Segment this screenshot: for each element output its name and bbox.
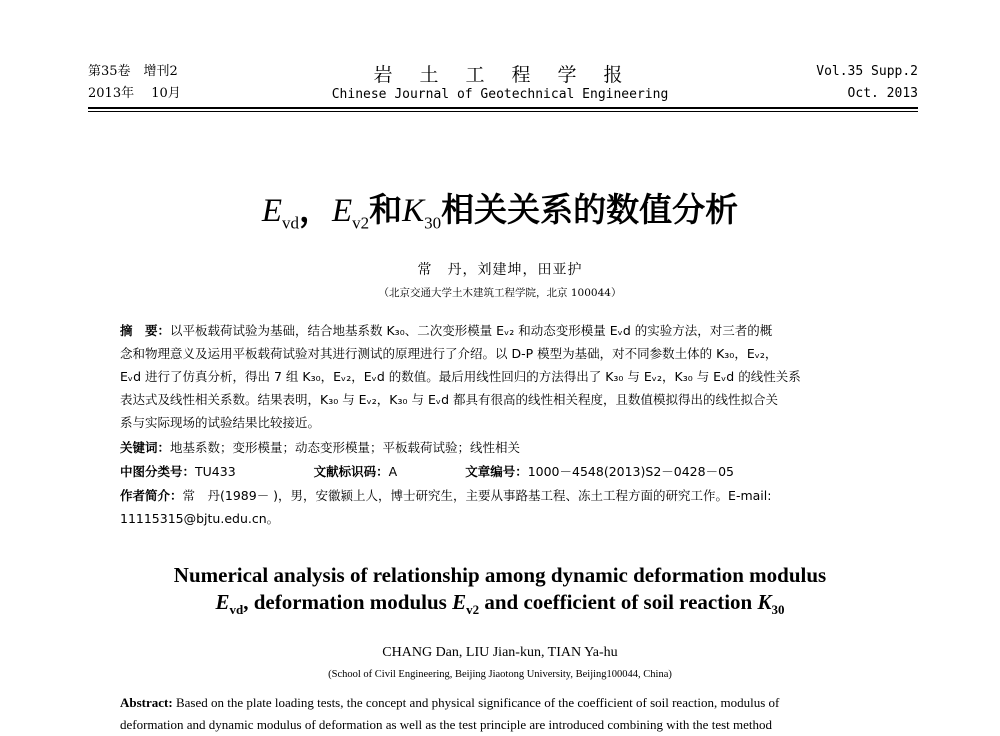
- paper-title-en-line2: [0, 589, 1000, 623]
- keywords-text: 地基系数；变形模量；动态变形模量；平板载荷试验；线性相关: [170, 440, 521, 455]
- abstract-cn-line: [120, 319, 888, 342]
- header-rule-thick: [88, 107, 918, 109]
- journal-volume-en: Vol.35 Supp.2: [816, 64, 918, 79]
- abstract-en-line: [120, 692, 890, 714]
- doc-code-label: 文献标识码：: [313, 464, 389, 479]
- title-en-sub-vd: vd: [229, 602, 244, 618]
- title-en-mid2: and coefficient of soil reaction: [479, 590, 758, 614]
- abstract-cn-text: 以平板载荷试验为基础，结合地基系数 K₃₀、二次变形模量 Eᵥ₂ 和动态变形模量 Eᵥd 的实验方法，对三者的概: [170, 323, 773, 338]
- abstract-cn-line: 系与实际现场的试验结果比较接近。: [120, 415, 321, 430]
- doc-code-value: A: [388, 464, 398, 479]
- author-bio-line: [120, 484, 888, 507]
- authors-en: CHANG Dan, LIU Jian-kun, TIAN Ya-hu: [382, 645, 618, 660]
- article-number-value: 1000－4548(2013)S2－0428－05: [527, 464, 734, 479]
- title-sub-vd: vd: [281, 213, 299, 233]
- journal-title-cn: 岩 土 工 程 学 报: [373, 64, 627, 86]
- abstract-en: [120, 692, 890, 736]
- title-and: 和: [369, 190, 403, 229]
- title-rest: 相关关系的数值分析: [441, 190, 739, 229]
- authors-cn: 常 丹，刘建坤，田亚护: [417, 262, 583, 278]
- abstract-en-line-2: deformation and dynamic modulus of deformation as well as the test principle are introduced combining with the test method: [120, 717, 772, 732]
- title-en-mid: , deformation modulus: [243, 590, 453, 614]
- title-sub-30: 30: [424, 213, 442, 233]
- affiliation-cn: （北京交通大学土木建筑工程学院，北京 100044）: [378, 287, 622, 299]
- title-en-sub-v2: v2: [466, 602, 480, 618]
- abstract-cn-line: 念和物理意义及运用平板载荷试验对其进行测试的原理进行了介绍。以 D-P 模型为基础，对不同参数土体的 K₃₀，Eᵥ₂，: [120, 346, 778, 361]
- title-symbol-k30: K: [402, 193, 425, 229]
- abstract-cn-line: 表达式及线性相关系数。结果表明，K₃₀ 与 Eᵥ₂，K₃₀ 与 Eᵥd 都具有很高的线性相关程度，且数值模拟得出的线性拟合关: [120, 392, 778, 407]
- abstract-cn: [120, 319, 888, 434]
- title-separator: ，: [298, 190, 332, 229]
- title-en-symbol-ev2: E: [452, 590, 467, 614]
- abstract-en-label: Abstract:: [120, 695, 173, 710]
- title-en-symbol-evd: E: [215, 590, 230, 614]
- author-bio: [120, 484, 888, 530]
- author-email: 11115315@bjtu.edu.cn。: [120, 511, 280, 526]
- keywords-cn: [120, 436, 888, 459]
- title-en-sub-30: 30: [771, 602, 785, 618]
- journal-date-en: Oct. 2013: [847, 86, 918, 101]
- title-sub-v2: v2: [352, 213, 370, 233]
- journal-title-en: Chinese Journal of Geotechnical Engineering: [331, 87, 669, 102]
- title-symbol-ev2: E: [331, 193, 353, 229]
- author-bio-text: 常 丹(1989－ )，男，安徽颍上人，博士研究生，主要从事路基工程、冻土工程方面的研究工作。E-mail:: [182, 488, 772, 503]
- article-number-label: 文章编号：: [465, 464, 528, 479]
- paper-title-en: [0, 562, 1000, 623]
- clc-label: 中图分类号：: [120, 464, 196, 479]
- classification-line: [120, 460, 888, 483]
- keywords-label: 关键词：: [120, 440, 171, 455]
- journal-volume-issue: 第35卷 增刊2: [88, 64, 178, 79]
- title-symbol-evd: E: [261, 193, 282, 229]
- affiliation-en: (School of Civil Engineering, Beijing Jiaotong University, Beijing100044, China): [328, 669, 672, 680]
- clc-value: TU433: [195, 464, 236, 479]
- journal-date: 2013年 10月: [88, 86, 181, 101]
- header-rule-thin: [88, 111, 918, 112]
- abstract-cn-line: Eᵥd 进行了仿真分析，得出 7 组 K₃₀，Eᵥ₂，Eᵥd 的数值。最后用线性回归的方法得出了 K₃₀ 与 Eᵥ₂，K₃₀ 与 Eᵥd 的线性关系: [120, 369, 801, 384]
- title-en-symbol-k30: K: [757, 590, 772, 614]
- author-bio-label: 作者简介：: [120, 488, 183, 503]
- abstract-en-text: Based on the plate loading tests, the concept and physical significance of the coefficient of soil reaction, modulus of: [175, 695, 780, 710]
- paper-title-en-line1: Numerical analysis of relationship among dynamic deformation modulus: [173, 563, 827, 587]
- abstract-cn-label: 摘 要：: [120, 323, 171, 338]
- paper-title-cn: [0, 188, 1000, 246]
